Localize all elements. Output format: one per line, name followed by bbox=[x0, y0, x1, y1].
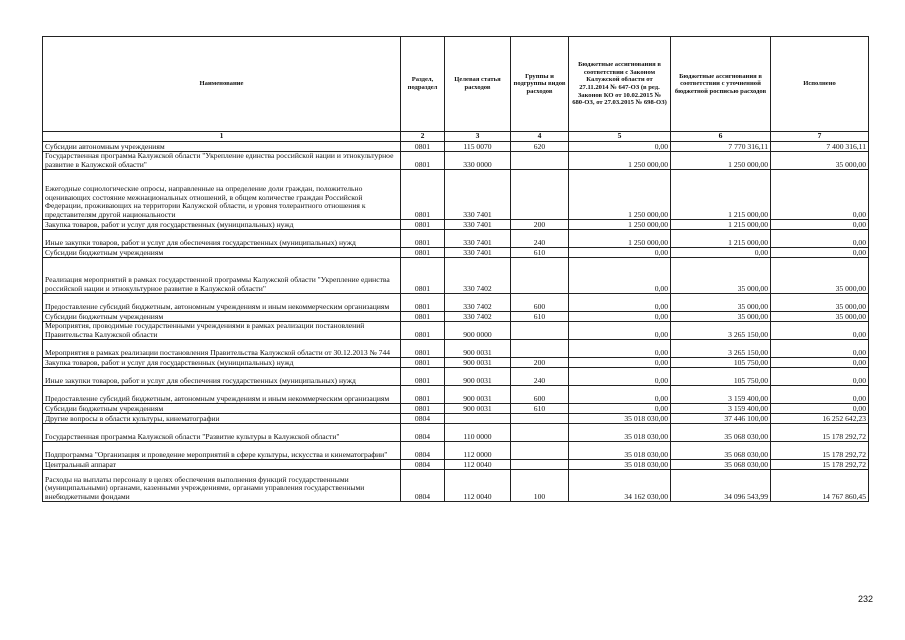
cell-name: Центральный аппарат bbox=[43, 460, 401, 470]
cell-executed: 15 178 292,72 bbox=[771, 460, 869, 470]
cell-refined: 35 000,00 bbox=[671, 294, 771, 312]
cell-target: 330 0000 bbox=[445, 152, 511, 170]
cell-allocated: 34 162 030,00 bbox=[569, 470, 671, 502]
cell-refined: 1 215 000,00 bbox=[671, 170, 771, 220]
cell-refined: 35 000,00 bbox=[671, 258, 771, 294]
cell-section: 0801 bbox=[401, 358, 445, 368]
cell-executed: 0,00 bbox=[771, 230, 869, 248]
cell-allocated: 1 250 000,00 bbox=[569, 170, 671, 220]
cell-executed: 35 000,00 bbox=[771, 258, 869, 294]
cell-target: 330 7401 bbox=[445, 230, 511, 248]
cell-group: 610 bbox=[511, 248, 569, 258]
cell-name: Иные закупки товаров, работ и услуг для обеспечения государственных (муниципальных) нужд bbox=[43, 230, 401, 248]
cell-target: 900 0031 bbox=[445, 368, 511, 386]
cell-target: 330 7401 bbox=[445, 220, 511, 230]
cell-section: 0804 bbox=[401, 460, 445, 470]
cell-section: 0804 bbox=[401, 424, 445, 442]
cell-group bbox=[511, 322, 569, 340]
cell-refined: 3 265 150,00 bbox=[671, 340, 771, 358]
table-row bbox=[43, 404, 869, 414]
cell-executed: 0,00 bbox=[771, 386, 869, 404]
cell-section: 0801 bbox=[401, 368, 445, 386]
header-executed: Исполнено bbox=[771, 37, 869, 132]
cell-target: 900 0031 bbox=[445, 358, 511, 368]
cell-name: Субсидии бюджетным учреждениям bbox=[43, 312, 401, 322]
cell-group bbox=[511, 152, 569, 170]
header-group: Группы и подгруппы видов расходов bbox=[511, 37, 569, 132]
cell-allocated: 0,00 bbox=[569, 358, 671, 368]
table-row bbox=[43, 358, 869, 368]
cell-refined: 35 068 030,00 bbox=[671, 442, 771, 460]
cell-section: 0801 bbox=[401, 404, 445, 414]
cell-group bbox=[511, 258, 569, 294]
cell-executed: 35 000,00 bbox=[771, 294, 869, 312]
cell-target bbox=[445, 414, 511, 424]
table-row bbox=[43, 312, 869, 322]
cell-name: Закупка товаров, работ и услуг для государственных (муниципальных) нужд bbox=[43, 358, 401, 368]
cell-section: 0801 bbox=[401, 170, 445, 220]
column-number-row bbox=[43, 132, 869, 142]
cell-name: Субсидии бюджетным учреждениям bbox=[43, 248, 401, 258]
cell-allocated: 1 250 000,00 bbox=[569, 230, 671, 248]
cell-allocated: 0,00 bbox=[569, 340, 671, 358]
cell-target: 110 0000 bbox=[445, 424, 511, 442]
table-row bbox=[43, 470, 869, 502]
cell-group bbox=[511, 460, 569, 470]
cell-section: 0801 bbox=[401, 230, 445, 248]
column-number: 2 bbox=[401, 132, 445, 142]
cell-executed: 0,00 bbox=[771, 170, 869, 220]
cell-executed: 0,00 bbox=[771, 404, 869, 414]
cell-group: 100 bbox=[511, 470, 569, 502]
cell-executed: 0,00 bbox=[771, 220, 869, 230]
cell-section: 0801 bbox=[401, 312, 445, 322]
cell-group: 200 bbox=[511, 220, 569, 230]
cell-section: 0804 bbox=[401, 414, 445, 424]
cell-allocated: 35 018 030,00 bbox=[569, 414, 671, 424]
header-row bbox=[43, 37, 869, 132]
cell-group: 600 bbox=[511, 294, 569, 312]
cell-refined: 1 250 000,00 bbox=[671, 152, 771, 170]
cell-section: 0801 bbox=[401, 294, 445, 312]
cell-name: Субсидии бюджетным учреждениям bbox=[43, 404, 401, 414]
cell-target: 900 0031 bbox=[445, 404, 511, 414]
table-row bbox=[43, 386, 869, 404]
table-row bbox=[43, 424, 869, 442]
cell-target: 900 0000 bbox=[445, 322, 511, 340]
cell-target: 900 0031 bbox=[445, 386, 511, 404]
cell-group: 240 bbox=[511, 368, 569, 386]
cell-section: 0804 bbox=[401, 470, 445, 502]
cell-allocated: 0,00 bbox=[569, 248, 671, 258]
cell-executed: 15 178 292,72 bbox=[771, 424, 869, 442]
page-number: 232 bbox=[858, 594, 874, 604]
table-row bbox=[43, 258, 869, 294]
cell-section: 0801 bbox=[401, 152, 445, 170]
cell-section: 0801 bbox=[401, 220, 445, 230]
cell-refined: 3 265 150,00 bbox=[671, 322, 771, 340]
cell-executed: 14 767 860,45 bbox=[771, 470, 869, 502]
cell-refined: 35 068 030,00 bbox=[671, 460, 771, 470]
cell-name: Реализация мероприятий в рамках государственной программы Калужской области "Укрепление единства российской нации и этнокультурное развитие в Калужской области" bbox=[43, 258, 401, 294]
column-number: 5 bbox=[569, 132, 671, 142]
cell-group bbox=[511, 170, 569, 220]
cell-refined: 1 215 000,00 bbox=[671, 230, 771, 248]
cell-refined: 35 000,00 bbox=[671, 312, 771, 322]
column-number: 7 bbox=[771, 132, 869, 142]
cell-allocated: 0,00 bbox=[569, 312, 671, 322]
table-row bbox=[43, 340, 869, 358]
cell-group: 610 bbox=[511, 312, 569, 322]
cell-section: 0801 bbox=[401, 142, 445, 152]
cell-section: 0801 bbox=[401, 322, 445, 340]
cell-executed: 7 400 316,11 bbox=[771, 142, 869, 152]
budget-table bbox=[42, 36, 869, 502]
cell-name: Иные закупки товаров, работ и услуг для обеспечения государственных (муниципальных) нужд bbox=[43, 368, 401, 386]
cell-allocated: 0,00 bbox=[569, 322, 671, 340]
cell-executed: 15 178 292,72 bbox=[771, 442, 869, 460]
cell-section: 0801 bbox=[401, 386, 445, 404]
cell-section: 0801 bbox=[401, 248, 445, 258]
cell-target: 330 7402 bbox=[445, 258, 511, 294]
cell-refined: 3 159 400,00 bbox=[671, 386, 771, 404]
cell-refined: 34 096 543,99 bbox=[671, 470, 771, 502]
cell-refined: 105 750,00 bbox=[671, 368, 771, 386]
cell-target: 115 0070 bbox=[445, 142, 511, 152]
cell-name: Субсидии автономным учреждениям bbox=[43, 142, 401, 152]
table-row bbox=[43, 414, 869, 424]
table-row bbox=[43, 170, 869, 220]
cell-allocated: 0,00 bbox=[569, 404, 671, 414]
cell-group: 240 bbox=[511, 230, 569, 248]
cell-allocated: 0,00 bbox=[569, 142, 671, 152]
cell-executed: 0,00 bbox=[771, 322, 869, 340]
table-row bbox=[43, 152, 869, 170]
header-name: Наименование bbox=[43, 37, 401, 132]
cell-name: Подпрограмма "Организация и проведение мероприятий в сфере культуры, искусства и кинематографии" bbox=[43, 442, 401, 460]
cell-refined: 3 159 400,00 bbox=[671, 404, 771, 414]
column-number: 3 bbox=[445, 132, 511, 142]
cell-executed: 35 000,00 bbox=[771, 312, 869, 322]
cell-group bbox=[511, 340, 569, 358]
cell-name: Государственная программа Калужской области "Развитие культуры в Калужской области" bbox=[43, 424, 401, 442]
cell-allocated: 35 018 030,00 bbox=[569, 460, 671, 470]
cell-name: Предоставление субсидий бюджетным, автономным учреждениям и иным некоммерческим организациям bbox=[43, 386, 401, 404]
cell-name: Мероприятия в рамках реализации постановления Правительства Калужской области от 30.12.2013 № 744 bbox=[43, 340, 401, 358]
cell-allocated: 35 018 030,00 bbox=[569, 442, 671, 460]
column-number: 1 bbox=[43, 132, 401, 142]
cell-refined: 35 068 030,00 bbox=[671, 424, 771, 442]
cell-refined: 37 446 100,00 bbox=[671, 414, 771, 424]
cell-name: Предоставление субсидий бюджетным, автономным учреждениям и иным некоммерческим организациям bbox=[43, 294, 401, 312]
cell-name: Расходы на выплаты персоналу в целях обеспечения выполнения функций государственными (муниципальными) органами, казенными учреждениями, органами управления государственными внебюджетными фондами bbox=[43, 470, 401, 502]
cell-group: 200 bbox=[511, 358, 569, 368]
cell-target: 900 0031 bbox=[445, 340, 511, 358]
cell-group: 620 bbox=[511, 142, 569, 152]
cell-allocated: 1 250 000,00 bbox=[569, 152, 671, 170]
table-row bbox=[43, 368, 869, 386]
cell-group bbox=[511, 424, 569, 442]
header-section: Раздел, подраздел bbox=[401, 37, 445, 132]
cell-executed: 0,00 bbox=[771, 358, 869, 368]
cell-target: 330 7402 bbox=[445, 312, 511, 322]
cell-executed: 35 000,00 bbox=[771, 152, 869, 170]
cell-refined: 105 750,00 bbox=[671, 358, 771, 368]
cell-group: 610 bbox=[511, 404, 569, 414]
cell-target: 330 7401 bbox=[445, 170, 511, 220]
cell-allocated: 0,00 bbox=[569, 386, 671, 404]
cell-executed: 0,00 bbox=[771, 248, 869, 258]
table-row bbox=[43, 230, 869, 248]
cell-section: 0801 bbox=[401, 258, 445, 294]
table-row bbox=[43, 442, 869, 460]
cell-refined: 0,00 bbox=[671, 248, 771, 258]
cell-group bbox=[511, 442, 569, 460]
column-number: 6 bbox=[671, 132, 771, 142]
cell-allocated: 1 250 000,00 bbox=[569, 220, 671, 230]
cell-name: Закупка товаров, работ и услуг для государственных (муниципальных) нужд bbox=[43, 220, 401, 230]
cell-target: 330 7402 bbox=[445, 294, 511, 312]
column-number: 4 bbox=[511, 132, 569, 142]
table-row bbox=[43, 220, 869, 230]
cell-name: Мероприятия, проводимые государственными учреждениями в рамках реализации постановлений Правительства Калужской области bbox=[43, 322, 401, 340]
cell-group: 600 bbox=[511, 386, 569, 404]
table-row bbox=[43, 142, 869, 152]
cell-name: Другие вопросы в области культуры, кинематографии bbox=[43, 414, 401, 424]
cell-target: 112 0040 bbox=[445, 460, 511, 470]
cell-executed: 0,00 bbox=[771, 368, 869, 386]
cell-refined: 1 215 000,00 bbox=[671, 220, 771, 230]
cell-group bbox=[511, 414, 569, 424]
cell-allocated: 0,00 bbox=[569, 294, 671, 312]
cell-executed: 0,00 bbox=[771, 340, 869, 358]
cell-section: 0804 bbox=[401, 442, 445, 460]
cell-name: Ежегодные социологические опросы, направленные на определение доли граждан, положительно оценивающих состояние межнациональных отношений, в общем количестве граждан Российской Федерации, проживающих на территории Калужской области, и уровня толерантного отношения к представителям другой национальности bbox=[43, 170, 401, 220]
table-row bbox=[43, 322, 869, 340]
cell-target: 112 0000 bbox=[445, 442, 511, 460]
cell-allocated: 0,00 bbox=[569, 258, 671, 294]
header-target: Целевая статья расходов bbox=[445, 37, 511, 132]
cell-refined: 7 770 316,11 bbox=[671, 142, 771, 152]
cell-target: 330 7401 bbox=[445, 248, 511, 258]
header-allocations-refined: Бюджетные ассигнования в соответствии с уточненной бюджетной росписью расходов bbox=[671, 37, 771, 132]
cell-allocated: 0,00 bbox=[569, 368, 671, 386]
cell-section: 0801 bbox=[401, 340, 445, 358]
cell-target: 112 0040 bbox=[445, 470, 511, 502]
table-row bbox=[43, 294, 869, 312]
cell-executed: 16 252 642,23 bbox=[771, 414, 869, 424]
cell-allocated: 35 018 030,00 bbox=[569, 424, 671, 442]
table-row bbox=[43, 248, 869, 258]
table-row bbox=[43, 460, 869, 470]
header-allocations: Бюджетные ассигнования в соответствии с Законом Калужской области от 27.11.2014 № 647-ОЗ (в ред. Законов КО от 10.02.2015 № 680-ОЗ, от 27.03.2015 № 698-ОЗ) bbox=[569, 37, 671, 132]
cell-name: Государственная программа Калужской области "Укрепление единства российской нации и этнокультурное развитие в Калужской области" bbox=[43, 152, 401, 170]
